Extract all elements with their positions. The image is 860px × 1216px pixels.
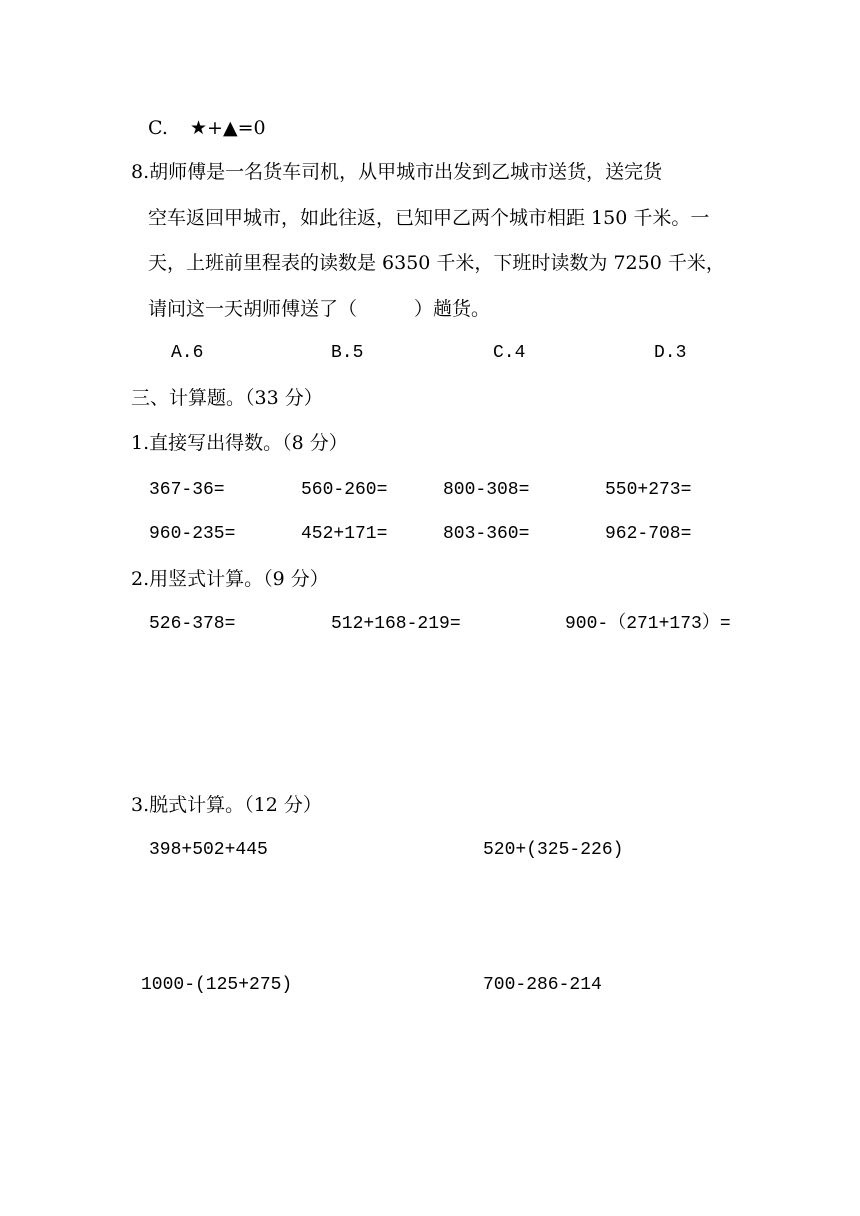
vertical-calc-item: 900-（271+173）= [565, 614, 731, 634]
q8-text-line-2: 空车返回甲城市，如此往返，已知甲乙两个城市相距 150 千米。一 [148, 207, 710, 229]
q7-option-c-label: C. [148, 117, 168, 139]
calc-item: 800-308= [443, 480, 530, 500]
q8-option-d: D.3 [654, 343, 687, 363]
part-1-title: 1.直接写出得数。（8 分） [131, 432, 348, 454]
stepwise-calc-item: 1000-(125+275) [141, 975, 293, 995]
q8-option-b: B.5 [331, 343, 364, 363]
calc-item: 962-708= [605, 524, 692, 544]
triangle-icon: ▲ [222, 117, 238, 139]
part-3-title: 3.脱式计算。（12 分） [131, 794, 322, 816]
plus-sign: + [207, 117, 223, 139]
vertical-calc-item: 512+168-219= [331, 614, 461, 634]
q7-option-c [148, 116, 266, 140]
part-2-title: 2.用竖式计算。（9 分） [131, 568, 329, 590]
calc-item: 803-360= [443, 524, 530, 544]
calc-item: 367-36= [149, 480, 225, 500]
q8-option-a: A.6 [171, 343, 204, 363]
calc-item: 452+171= [301, 524, 388, 544]
q8-text-line-4: 请问这一天胡师傅送了（ ）趟货。 [148, 298, 491, 320]
section-3-title: 三、计算题。（33 分） [131, 387, 323, 409]
stepwise-calc-item: 520+(325-226) [483, 840, 624, 860]
q8-text-line-1: 8.胡师傅是一名货车司机，从甲城市出发到乙城市送货，送完货 [131, 161, 663, 183]
calc-item: 560-260= [301, 480, 388, 500]
stepwise-calc-item: 700-286-214 [483, 975, 602, 995]
stepwise-calc-item: 398+502+445 [149, 840, 268, 860]
star-icon: ★ [190, 117, 208, 139]
q7-option-c-rest: =0 [237, 117, 266, 139]
vertical-calc-item: 526-378= [149, 614, 236, 634]
q8-text-line-3: 天，上班前里程表的读数是 6350 千米，下班时读数为 7250 千米， [148, 252, 725, 274]
calc-item: 550+273= [605, 480, 692, 500]
q8-option-c: C.4 [493, 343, 526, 363]
calc-item: 960-235= [149, 524, 236, 544]
